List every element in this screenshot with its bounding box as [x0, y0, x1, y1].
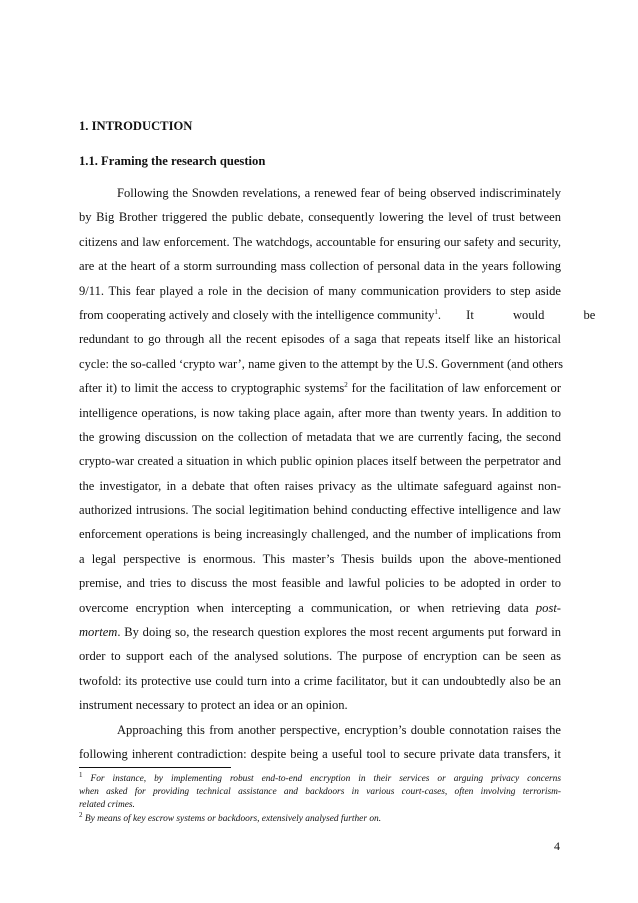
text-line: the growing discussion on the collection of metadata that we are currently facing, the second [79, 429, 561, 444]
text-line: a legal perspective is enormous. This master’s Thesis builds upon the above-mentioned [79, 551, 561, 566]
text-line: intelligence operations, is now taking place again, after more than twenty years. In addition to [79, 405, 561, 420]
text-line: premise, and tries to discuss the most feasible and lawful policies to be adopted in order to [79, 576, 561, 591]
text-line [79, 376, 561, 400]
text-fragment: be [583, 307, 596, 322]
footnote-text: For instance, by implementing robust end-to-end encryption in their services or arguing privacy concerns [90, 774, 562, 784]
footnote-text: By means of key escrow systems or backdoors, extensively analysed further on. [84, 813, 382, 824]
text-line: the investigator, in a debate that often raises privacy as the ultimate safeguard against non- [79, 478, 561, 493]
footnotes [79, 770, 562, 826]
footnote-2 [79, 810, 561, 826]
footnote-mark: 2 [79, 810, 83, 819]
text-line: redundant to go through all the recent episodes of a saga that repeats itself like an historical [79, 332, 561, 347]
text-line: authorized intrusions. The social legitimation behind conducting effective intelligence and law [79, 503, 561, 518]
text-fragment: It [466, 307, 474, 322]
text-line: following inherent contradiction: despite being a useful tool to secure private data transfers, it [79, 746, 561, 761]
text-line [79, 596, 561, 620]
text-line [79, 303, 596, 327]
text-fragment: . By doing so, the research question explores the most recent arguments put forward in [117, 625, 561, 640]
text-fragment: . [437, 307, 442, 322]
footnote-number [79, 810, 83, 824]
text-line: citizens and law enforcement. The watchdogs, accountable for ensuring our safety and security, [79, 234, 561, 249]
body-text [79, 181, 596, 766]
footnote-1-cont: related crimes. [79, 800, 135, 811]
text-line: Following the Snowden revelations, a renewed fear of being observed indiscriminately [117, 186, 561, 200]
text-line: by Big Brother triggered the public debate, consequently lowering the level of trust between [79, 210, 561, 225]
text-fragment: after it) to limit the access to cryptographic systems [79, 381, 345, 396]
text-line: Approaching this from another perspective, encryption’s double connotation raises the [117, 722, 561, 737]
text-line: crypto-war created a situation in which public opinion places itself between the perpetrator and [79, 454, 561, 469]
text-fragment: overcome encryption when intercepting a communication, or when retrieving data [79, 600, 529, 615]
italic-fragment: mortem [79, 625, 118, 640]
text-line: 9/11. This fear played a role in the decision of many communication providers to step aside [79, 283, 561, 298]
footnote-ref-1[interactable]: 1 [434, 307, 438, 316]
text-line: order to support each of the analysed solutions. The purpose of encryption can be seen as [79, 649, 561, 664]
footnote-1-cont: when asked for providing technical assistance and backdoors in various court-cases, often involving terrorism- [79, 787, 561, 798]
footnote-mark: 1 [79, 770, 83, 779]
footnote-number [79, 770, 83, 784]
footnote-ref-2[interactable]: 2 [344, 380, 348, 389]
subsection-heading: 1.1. Framing the research question [79, 154, 266, 168]
text-line [79, 620, 561, 644]
text-line: twofold: its protective use could turn into a crime facilitator, but it can undoubtedly also be an [79, 673, 561, 688]
italic-fragment: post- [535, 600, 561, 615]
text-fragment: would [512, 307, 545, 322]
text-line: are at the heart of a storm surrounding mass collection of personal data in the years following [79, 259, 561, 274]
text-line: enforcement operations is being increasingly challenged, and the number of implications from [79, 527, 561, 542]
text-fragment: for the facilitation of law enforcement or [351, 381, 561, 396]
text-line: instrument necessary to protect an idea or an opinion. [79, 698, 348, 713]
section-heading: 1. INTRODUCTION [79, 119, 193, 133]
text-fragment: from cooperating actively and closely with the intelligence community [79, 307, 435, 322]
page-number: 4 [554, 839, 560, 853]
footnote-separator [79, 767, 231, 768]
footnote-1 [79, 770, 562, 786]
text-line: cycle: the so-called ‘crypto war’, name given to the attempt by the U.S. Government (and others [79, 356, 564, 371]
